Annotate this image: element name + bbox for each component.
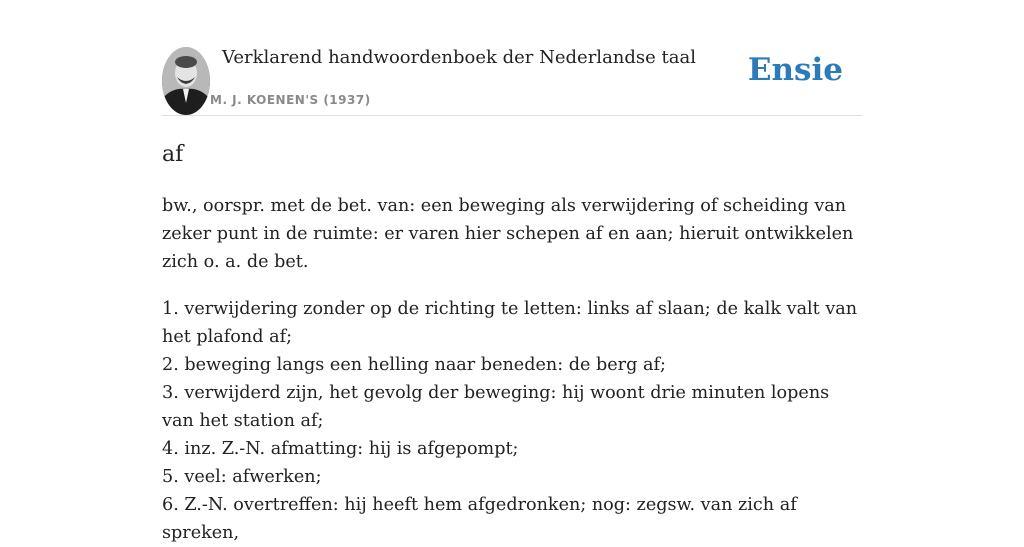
sense-item: 5. veel: afwerken; <box>162 467 322 487</box>
headword: af <box>162 142 184 167</box>
book-title[interactable]: Verklarend handwoordenboek der Nederlandse taal <box>222 47 696 68</box>
book-header <box>162 0 862 116</box>
book-subtitle: M. J. KOENEN'S (1937) <box>210 93 371 107</box>
entry-page <box>162 0 862 543</box>
portrait-image <box>162 47 210 115</box>
sense-item: 6. Z.-N. overtreffen: hij heeft hem afgedronken; nog: zegsw. van zich af spreken, <box>162 495 797 543</box>
sense-item: 3. verwijderd zijn, het gevolg der beweging: hij woont drie minuten lopens van het station af; <box>162 383 830 431</box>
sense-list <box>162 295 862 547</box>
author-portrait-icon[interactable] <box>162 47 210 115</box>
definition-text: bw., oorspr. met de bet. van: een beweging als verwijdering of scheiding van zeker punt in de ruimte: er varen hier schepen af en aan; hieruit ontwikkelen zich o. a. de bet. <box>162 196 854 272</box>
definition-intro <box>162 192 862 276</box>
ensie-logo[interactable]: Ensie <box>747 52 843 88</box>
sense-item: 1. verwijdering zonder op de richting te letten: links af slaan; de kalk valt van het plafond af; <box>162 299 858 347</box>
sense-item: 2. beweging langs een helling naar beneden: de berg af; <box>162 355 666 375</box>
sense-item: 4. inz. Z.-N. afmatting: hij is afgepompt; <box>162 439 519 459</box>
